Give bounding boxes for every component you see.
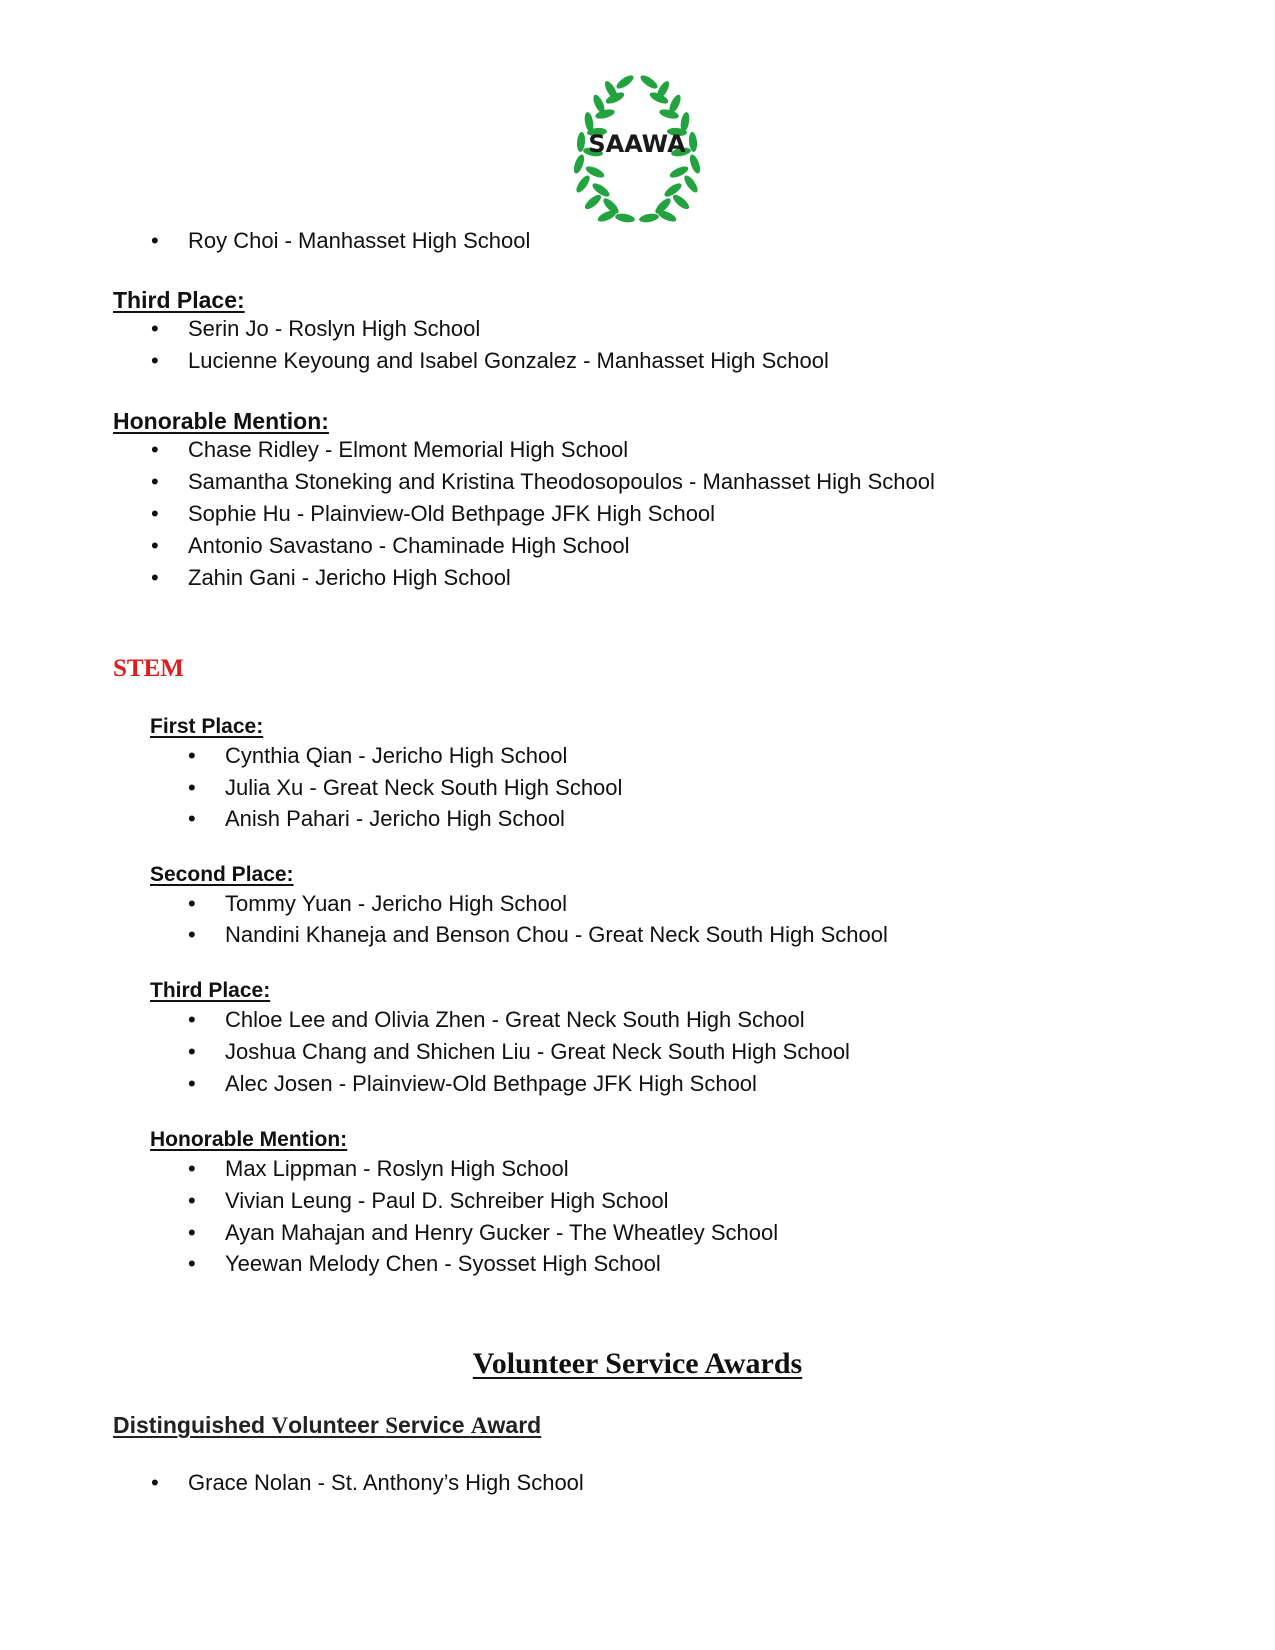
laurel-wreath-icon bbox=[567, 72, 707, 228]
list-item: Anish Pahari - Jericho High School bbox=[225, 806, 565, 831]
bullet-icon: • bbox=[188, 1071, 196, 1096]
bullet-icon: • bbox=[188, 1251, 196, 1276]
heading-part: olunteer bbox=[288, 1412, 386, 1438]
list-item: Vivian Leung - Paul D. Schreiber High School bbox=[225, 1188, 669, 1213]
bullet-icon: • bbox=[188, 1156, 196, 1181]
bullet-icon: • bbox=[151, 437, 159, 462]
logo-text: SAAWA bbox=[588, 130, 686, 158]
list-item: Max Lippman - Roslyn High School bbox=[225, 1156, 569, 1181]
list-item: Serin Jo - Roslyn High School bbox=[188, 316, 481, 341]
bullet-icon: • bbox=[151, 316, 159, 341]
list-item: Tommy Yuan - Jericho High School bbox=[225, 891, 567, 916]
bullet-icon: • bbox=[188, 806, 196, 831]
list-item: Julia Xu - Great Neck South High School bbox=[225, 775, 623, 800]
list-item: Grace Nolan - St. Anthony’s High School bbox=[188, 1470, 584, 1495]
honorable-mention-heading: Honorable Mention: bbox=[150, 1128, 348, 1151]
volunteer-section-title: Volunteer Service Awards bbox=[472, 1347, 803, 1380]
list-item: Samantha Stoneking and Kristina Theodosopoulos - Manhasset High School bbox=[188, 469, 935, 494]
bullet-icon: • bbox=[188, 743, 196, 768]
stem-section-title: STEM bbox=[113, 655, 184, 682]
heading-part: ervice bbox=[398, 1412, 471, 1438]
bullet-icon: • bbox=[151, 228, 159, 253]
heading-part: S bbox=[385, 1413, 398, 1438]
bullet-icon: • bbox=[188, 922, 196, 947]
list-item: Antonio Savastano - Chaminade High School bbox=[188, 533, 630, 558]
distinguished-award-heading bbox=[113, 1411, 541, 1440]
bullet-icon: • bbox=[151, 469, 159, 494]
heading-part: Distinguished bbox=[113, 1412, 272, 1438]
saawa-logo bbox=[567, 72, 707, 228]
third-place-heading: Third Place: bbox=[150, 979, 271, 1002]
bullet-icon: • bbox=[151, 348, 159, 373]
list-item: Yeewan Melody Chen - Syosset High School bbox=[225, 1251, 661, 1276]
bullet-icon: • bbox=[188, 1007, 196, 1032]
bullet-icon: • bbox=[188, 891, 196, 916]
bullet-icon: • bbox=[188, 1220, 196, 1245]
bullet-icon: • bbox=[188, 1188, 196, 1213]
list-item: Alec Josen - Plainview-Old Bethpage JFK High School bbox=[225, 1071, 757, 1096]
list-item: Lucienne Keyoung and Isabel Gonzalez - Manhasset High School bbox=[188, 348, 829, 373]
list-item: Roy Choi - Manhasset High School bbox=[188, 228, 531, 253]
heading-part: V bbox=[271, 1413, 289, 1438]
bullet-icon: • bbox=[151, 533, 159, 558]
bullet-icon: • bbox=[151, 501, 159, 526]
list-item: Joshua Chang and Shichen Liu - Great Neck South High School bbox=[225, 1039, 850, 1064]
third-place-heading: Third Place: bbox=[113, 287, 245, 313]
list-item: Chloe Lee and Olivia Zhen - Great Neck South High School bbox=[225, 1007, 805, 1032]
first-place-heading: First Place: bbox=[150, 715, 264, 738]
bullet-icon: • bbox=[188, 1039, 196, 1064]
bullet-icon: • bbox=[188, 775, 196, 800]
bullet-icon: • bbox=[151, 565, 159, 590]
heading-part: ward bbox=[487, 1412, 542, 1438]
list-item: Sophie Hu - Plainview-Old Bethpage JFK High School bbox=[188, 501, 716, 526]
honorable-mention-heading: Honorable Mention: bbox=[113, 408, 329, 434]
list-item: Ayan Mahajan and Henry Gucker - The Wheatley School bbox=[225, 1220, 779, 1245]
bullet-icon: • bbox=[151, 1470, 159, 1495]
list-item: Zahin Gani - Jericho High School bbox=[188, 565, 511, 590]
list-item: Cynthia Qian - Jericho High School bbox=[225, 743, 568, 768]
list-item: Chase Ridley - Elmont Memorial High School bbox=[188, 437, 629, 462]
heading-part: A bbox=[470, 1413, 488, 1438]
second-place-heading: Second Place: bbox=[150, 863, 294, 886]
list-item: Nandini Khaneja and Benson Chou - Great Neck South High School bbox=[225, 922, 888, 947]
